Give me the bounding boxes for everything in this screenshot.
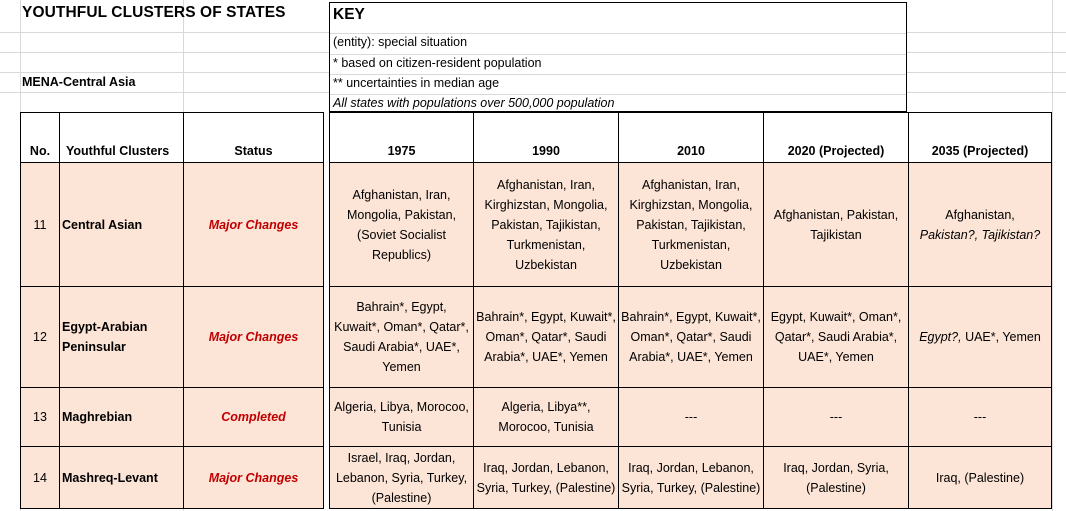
cell-1990[interactable]: Afghanistan, Iran, Kirghizstan, Mongolia, Pakistan, Tajikistan, Turkmenistan, Uzbekistan	[474, 163, 619, 287]
key-line[interactable]: * based on citizen-resident population	[333, 56, 542, 70]
cell-2010[interactable]: Bahrain*, Egypt, Kuwait*, Oman*, Qatar*, Saudi Arabia*, UAE*, Yemen	[619, 287, 764, 388]
cell-1975[interactable]: Bahrain*, Egypt, Kuwait*, Oman*, Qatar*, Saudi Arabia*, UAE*, Yemen	[330, 287, 474, 388]
cell-1990[interactable]: Iraq, Jordan, Lebanon, Syria, Turkey, (Palestine)	[474, 447, 619, 509]
cell-2035[interactable]	[909, 163, 1052, 287]
header-1990[interactable]: 1990	[474, 113, 619, 163]
cell-2010[interactable]: Iraq, Jordan, Lebanon, Syria, Turkey, (Palestine)	[619, 447, 764, 509]
row-number[interactable]: 11	[21, 163, 60, 287]
key-divider	[330, 33, 906, 34]
table-row	[21, 163, 1052, 287]
cell-2035[interactable]: ---	[909, 388, 1052, 447]
table-row	[21, 388, 1052, 447]
cluster-name[interactable]: Mashreq-Levant	[60, 447, 184, 509]
cell-2035[interactable]	[909, 287, 1052, 388]
key-line[interactable]: ** uncertainties in median age	[333, 76, 500, 90]
cell-1990[interactable]: Bahrain*, Egypt, Kuwait*, Oman*, Qatar*, Saudi Arabia*, UAE*, Yemen	[474, 287, 619, 388]
cell-2010[interactable]: ---	[619, 388, 764, 447]
header-row	[21, 113, 1052, 163]
cluster-name[interactable]: Maghrebian	[60, 388, 184, 447]
key-line[interactable]: All states with populations over 500,000 population	[333, 96, 615, 110]
cell-2010[interactable]: Afghanistan, Iran, Kirghizstan, Mongolia, Pakistan, Tajikistan, Turkmenistan, Uzbekistan	[619, 163, 764, 287]
header-2035[interactable]: 2035 (Projected)	[909, 113, 1052, 163]
cell-1975[interactable]: Israel, Iraq, Jordan, Lebanon, Syria, Turkey, (Palestine)	[330, 447, 474, 509]
cell-2035-uncertain: Egypt?,	[919, 330, 962, 344]
cluster-name[interactable]: Egypt-Arabian Peninsular	[60, 287, 184, 388]
status-cell[interactable]: Major Changes	[184, 287, 324, 388]
cell-2035-part: Afghanistan,	[945, 207, 1015, 222]
sheet-title[interactable]: YOUTHFUL CLUSTERS OF STATES	[22, 4, 286, 21]
gridline	[1052, 0, 1053, 511]
row-number[interactable]: 13	[21, 388, 60, 447]
clusters-table	[20, 112, 1052, 509]
status-cell[interactable]: Major Changes	[184, 447, 324, 509]
key-divider	[330, 54, 906, 55]
key-box[interactable]	[329, 2, 907, 112]
header-2020[interactable]: 2020 (Projected)	[764, 113, 909, 163]
cell-2035-uncertain: Pakistan?, Tajikistan?	[919, 227, 1041, 242]
cell-2020[interactable]: Afghanistan, Pakistan, Tajikistan	[764, 163, 909, 287]
table-row	[21, 447, 1052, 509]
status-cell[interactable]: Completed	[184, 388, 324, 447]
cell-2035[interactable]: Iraq, (Palestine)	[909, 447, 1052, 509]
header-2010[interactable]: 2010	[619, 113, 764, 163]
header-1975[interactable]: 1975	[330, 113, 474, 163]
key-title[interactable]: KEY	[333, 6, 365, 23]
cell-2035-part: UAE*, Yemen	[965, 330, 1041, 344]
status-cell[interactable]: Major Changes	[184, 163, 324, 287]
cell-2020[interactable]: ---	[764, 388, 909, 447]
cell-1975[interactable]: Afghanistan, Iran, Mongolia, Pakistan, (Soviet Socialist Republics)	[330, 163, 474, 287]
table-row	[21, 287, 1052, 388]
cluster-name[interactable]: Central Asian	[60, 163, 184, 287]
cell-1975[interactable]: Algeria, Libya, Morocoo, Tunisia	[330, 388, 474, 447]
row-number[interactable]: 12	[21, 287, 60, 388]
cell-2020[interactable]: Iraq, Jordan, Syria, (Palestine)	[764, 447, 909, 509]
region-label[interactable]: MENA-Central Asia	[22, 75, 136, 89]
cell-1990[interactable]: Algeria, Libya**, Morocoo, Tunisia	[474, 388, 619, 447]
header-no[interactable]: No.	[21, 113, 60, 163]
header-status[interactable]: Status	[184, 113, 324, 163]
key-divider	[330, 94, 906, 95]
row-number[interactable]: 14	[21, 447, 60, 509]
cell-2020[interactable]: Egypt, Kuwait*, Oman*, Qatar*, Saudi Arabia*, UAE*, Yemen	[764, 287, 909, 388]
key-divider	[330, 74, 906, 75]
key-line[interactable]: (entity): special situation	[333, 35, 468, 49]
header-cluster[interactable]: Youthful Clusters	[60, 113, 184, 163]
